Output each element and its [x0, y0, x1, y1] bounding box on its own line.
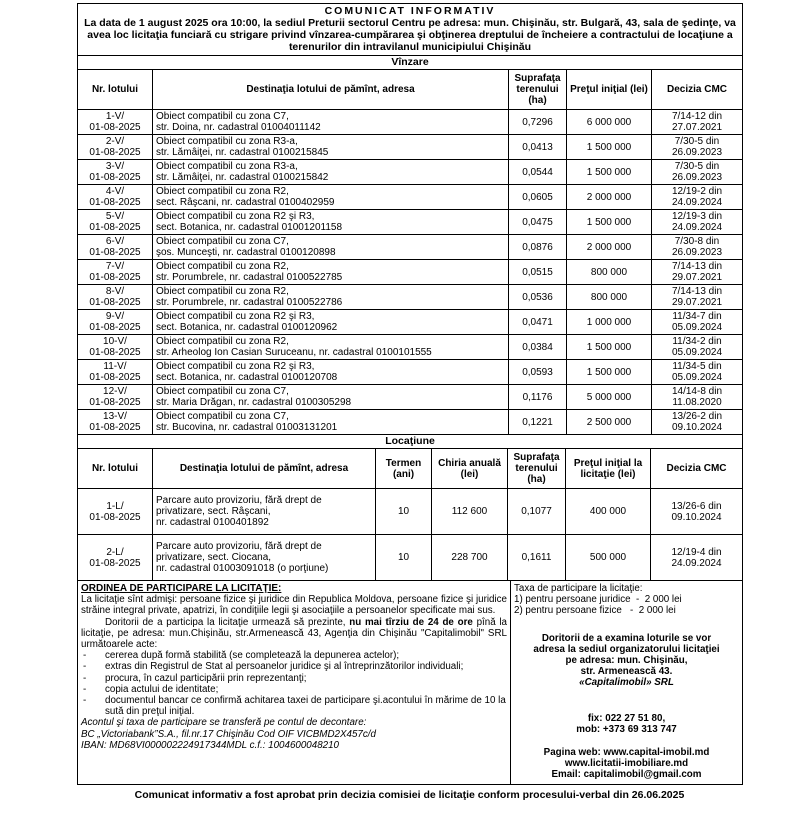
lot-area: 0,1611 — [508, 535, 566, 581]
fee-title: Taxa de participare la licitaţie: — [514, 583, 643, 594]
lot-area: 0,0413 — [509, 135, 567, 160]
lot-decision — [652, 360, 743, 385]
sale-row — [78, 335, 743, 360]
cell-line: 8-V/ — [105, 286, 125, 297]
cell-line: 12/19-4 din — [671, 546, 722, 558]
cell-line: 01-08-2025 — [89, 322, 141, 333]
sale-row — [78, 135, 743, 160]
account-line-1: Acontul şi taxa de participare se transferă pe contul de decontare: — [81, 717, 367, 729]
cell-line: 01-08-2025 — [89, 372, 141, 383]
cell-line: 3-V/ — [105, 161, 125, 172]
cell-line: 24.09.2024 — [671, 222, 723, 233]
col-price: Preţul iniţial (lei) — [567, 70, 652, 110]
lot-destination — [153, 135, 509, 160]
sale-table — [77, 3, 743, 435]
cell-line: 05.09.2024 — [671, 322, 723, 333]
required-documents-list — [81, 650, 507, 717]
lot-area: 0,0536 — [509, 285, 567, 310]
cell-line: 05.09.2024 — [671, 372, 723, 383]
col-nr: Nr. lotului — [78, 70, 153, 110]
cell-line: 24.09.2024 — [671, 197, 723, 208]
cell-line: 1-L/ — [106, 500, 124, 512]
lease-table — [77, 435, 743, 581]
order-title: ORDINEA DE PARTICIPARE LA LICITAŢIE: — [81, 583, 282, 594]
cell-line: 13-V/ — [103, 411, 127, 422]
required-document-item: - extras din Registrul de Stat al persoanelor juridice şi al întreprinzătorilor individuali; — [81, 661, 507, 672]
cell-line: 5-V/ — [105, 211, 125, 222]
lot-rent: 228 700 — [432, 535, 508, 581]
sale-section-title: Vînzare — [78, 56, 743, 70]
lot-number — [78, 489, 153, 535]
lot-destination — [153, 335, 509, 360]
lot-destination — [153, 310, 509, 335]
col-destination: Destinaţia lotului de pămînt, adresa — [153, 70, 509, 110]
lease-section-title: Locaţiune — [78, 435, 743, 449]
cell-line: Obiect compatibil cu zona C7, — [156, 111, 289, 122]
lot-decision — [652, 135, 743, 160]
cell-line: 01-08-2025 — [89, 422, 141, 433]
sale-row — [78, 410, 743, 435]
cell-line: 27.07.2021 — [671, 122, 723, 133]
lot-decision — [652, 310, 743, 335]
lot-destination — [153, 235, 509, 260]
cell-line: Parcare auto provizoriu, fără drept de — [156, 541, 322, 552]
cell-line: 7/14-13 din — [671, 286, 723, 297]
cell-line: privatizare, sect. Ciocana, — [156, 552, 272, 563]
cell-line: Obiect compatibil cu zona R2, — [156, 336, 289, 347]
lot-number — [78, 260, 153, 285]
lot-area: 0,0544 — [509, 160, 567, 185]
cell-line: 14/14-8 din — [671, 386, 723, 397]
cell-line: sect. Botanica, nr. cadastral 0100120962 — [156, 322, 338, 333]
lot-area: 0,1176 — [509, 385, 567, 410]
cell-line: Obiect compatibil cu zona R3-a, — [156, 136, 298, 147]
email-link[interactable]: Email: capitalimobil@gmail.com — [551, 769, 702, 781]
lot-number — [78, 135, 153, 160]
cell-line: 12-V/ — [103, 386, 127, 397]
cell-line: 01-08-2025 — [89, 557, 141, 569]
lot-decision — [652, 285, 743, 310]
lot-number — [78, 185, 153, 210]
cell-line: 11.08.2020 — [672, 397, 722, 408]
lot-destination — [153, 410, 509, 435]
cell-line: Obiect compatibil cu zona C7, — [156, 411, 289, 422]
contact-line-3: pe adresa: mun. Chişinău, — [565, 655, 688, 667]
cell-line: 11-V/ — [103, 361, 127, 372]
lot-number — [78, 535, 153, 581]
cell-line: 26.09.2023 — [671, 247, 723, 258]
lot-price: 1 000 000 — [567, 310, 652, 335]
cell-line: 11/34-7 din — [672, 311, 722, 322]
contact-line-4: str. Armenească 43. — [580, 666, 673, 678]
cell-line: str. Lămâiţei, nr. cadastral 0100215842 — [156, 172, 329, 183]
cell-line: 6-V/ — [105, 236, 125, 247]
cell-line: 11/34-2 din — [672, 336, 722, 347]
cell-line: 09.10.2024 — [671, 422, 723, 433]
cell-line: Obiect compatibil cu zona R2, — [156, 186, 289, 197]
lease-row — [78, 535, 743, 581]
sale-row — [78, 260, 743, 285]
cell-line: 4-V/ — [105, 186, 125, 197]
lot-decision — [652, 110, 743, 135]
lot-destination — [153, 285, 509, 310]
cell-line: 29.07.2021 — [671, 297, 723, 308]
participation-order — [78, 581, 511, 784]
lot-area: 0,0515 — [509, 260, 567, 285]
lot-area: 0,0384 — [509, 335, 567, 360]
lcol-price: Preţul iniţial la licitaţie (lei) — [566, 449, 651, 489]
cell-line: Obiect compatibil cu zona C7, — [156, 236, 289, 247]
lot-destination — [153, 385, 509, 410]
lot-number — [78, 360, 153, 385]
cell-line: 9-V/ — [105, 311, 125, 322]
sale-row — [78, 110, 743, 135]
lot-term: 10 — [376, 489, 432, 535]
cell-line: 12/19-2 din — [671, 186, 723, 197]
sale-row — [78, 285, 743, 310]
sale-row — [78, 160, 743, 185]
cell-line: 7/30-8 din — [674, 236, 720, 247]
lot-price: 1 500 000 — [567, 160, 652, 185]
lot-decision — [652, 185, 743, 210]
required-document-item: - documentul bancar ce confirmă achitarea taxei de participare şi.acontului în mărime de 10 la sută din preţul iniţial. — [81, 695, 507, 717]
lot-price: 500 000 — [566, 535, 651, 581]
lot-price: 800 000 — [567, 260, 652, 285]
lot-decision — [652, 260, 743, 285]
website-link-1[interactable]: Pagina web: www.capital-imobil.md — [543, 747, 710, 759]
cell-line: 7/30-5 din — [674, 161, 720, 172]
lot-decision — [652, 160, 743, 185]
lot-area: 0,0471 — [509, 310, 567, 335]
cell-line: 26.09.2023 — [671, 147, 723, 158]
lcol-term: Termen (ani) — [376, 449, 432, 489]
intro-text: La data de 1 august 2025 ora 10:00, la sediul Preturii sectorul Centru pe adresa: mun. Chişinău, str. Bulgară, 43, sala de şedinţe, va avea loc licitaţia funciară cu strigare privind vînzarea-cumpărarea şi obţinerea dreptului de încheiere a contractului de locaţiune a terenurilor din intravilanul municipiului Chişinău — [84, 17, 736, 53]
account-line-3: IBAN: MD68VI000002224917344MDL c.f.: 1004600048210 — [81, 739, 339, 751]
lot-decision — [652, 335, 743, 360]
cell-line: str. Bucovina, nr. cadastral 01003131201 — [156, 422, 338, 433]
fee-legal: 1) pentru persoane juridice - 2 000 lei — [514, 594, 682, 606]
cell-line: Obiect compatibil cu zona R2, — [156, 286, 289, 297]
lot-price: 2 000 000 — [567, 235, 652, 260]
cell-line: sect. Râşcani, nr. cadastral 0100402959 — [156, 197, 335, 208]
lot-rent: 112 600 — [432, 489, 508, 535]
required-document-item: - procura, în cazul participării prin reprezentanţi; — [81, 673, 507, 684]
cell-line: Obiect compatibil cu zona R2 şi R3, — [156, 211, 315, 222]
cell-line: 01-08-2025 — [89, 122, 141, 133]
cell-line: 24.09.2024 — [671, 557, 722, 569]
cell-line: str. Porumbrele, nr. cadastral 0100522786 — [156, 297, 343, 308]
cell-line: 01-08-2025 — [89, 272, 141, 283]
cell-line: 01-08-2025 — [89, 347, 141, 358]
lot-destination — [153, 535, 376, 581]
cell-line: 7/30-5 din — [674, 136, 720, 147]
cell-line: nr. cadastral 0100401892 — [156, 517, 269, 528]
phone-fix: fix: 022 27 51 80, — [587, 712, 666, 724]
cell-line: şos. Munceşti, nr. cadastral 0100120898 — [156, 247, 336, 258]
lot-price: 1 500 000 — [567, 135, 652, 160]
lot-decision — [651, 535, 743, 581]
cell-line: 13/26-6 din — [671, 500, 722, 512]
lot-decision — [652, 235, 743, 260]
cell-line: str. Lămâiţei, nr. cadastral 0100215845 — [156, 147, 329, 158]
cell-line: Obiect compatibil cu zona R2 şi R3, — [156, 361, 315, 372]
col-decision: Decizia CMC — [652, 70, 743, 110]
lot-decision — [652, 385, 743, 410]
lot-area: 0,0593 — [509, 360, 567, 385]
account-line-2: BC „Victoriabank”S.A., fil.nr.17 Chişinău Cod OIF VICBMD2X457c/d — [81, 728, 376, 740]
lot-destination — [153, 210, 509, 235]
cell-line: Obiect compatibil cu zona R2, — [156, 261, 289, 272]
contact-line-1: Doritorii de a examina loturile se vor — [541, 632, 712, 644]
lot-area: 0,7296 — [509, 110, 567, 135]
cell-line: 26.09.2023 — [671, 172, 723, 183]
cell-line: 01-08-2025 — [89, 147, 141, 158]
lease-row — [78, 489, 743, 535]
cell-line: 7/14-13 din — [671, 261, 723, 272]
sale-row — [78, 360, 743, 385]
order-paragraph-2: Doritorii de a participa la licitaţie urmează să prezinte, nu mai tîrziu de 24 de ore pînă la licitaţie, pe adresa: mun.Chişinău, str.Armenească 43, Agenţia din Chişinău "Capitalimobil" SRL următoarele acte: — [81, 616, 507, 651]
cell-line: 29.07.2021 — [671, 272, 723, 283]
col-area: Suprafaţa terenului (ha) — [509, 70, 567, 110]
website-link-2[interactable]: www.licitatii-imobiliare.md — [564, 758, 689, 770]
lot-number — [78, 160, 153, 185]
cell-line: 13/26-2 din — [671, 411, 723, 422]
cell-line: sect. Botanica, nr. cadastral 0100120708 — [156, 372, 338, 383]
cell-line: nr. cadastral 01003091018 (o porţiune) — [156, 563, 329, 574]
lot-price: 5 000 000 — [567, 385, 652, 410]
cell-line: 2-V/ — [105, 136, 125, 147]
cell-line: str. Doina, nr. cadastral 01004011142 — [156, 122, 321, 133]
lot-area: 0,1221 — [509, 410, 567, 435]
cell-line: Obiect compatibil cu zona R2 şi R3, — [156, 311, 315, 322]
cell-line: 2-L/ — [106, 546, 124, 558]
cell-line: 12/19-3 din — [671, 211, 723, 222]
sale-row — [78, 310, 743, 335]
lot-price: 2 500 000 — [567, 410, 652, 435]
required-document-item: - copia actului de identitate; — [81, 684, 507, 695]
cell-line: str. Porumbrele, nr. cadastral 0100522785 — [156, 272, 343, 283]
cell-line: str. Maria Drăgan, nr. cadastral 0100305298 — [156, 397, 352, 408]
lcol-rent: Chiria anuală (lei) — [432, 449, 508, 489]
lot-price: 1 500 000 — [567, 210, 652, 235]
lcol-decision: Decizia CMC — [651, 449, 743, 489]
cell-line: 7-V/ — [105, 261, 125, 272]
lot-number — [78, 385, 153, 410]
cell-line: 01-08-2025 — [89, 172, 141, 183]
lot-destination — [153, 489, 376, 535]
cell-line: 1-V/ — [105, 111, 125, 122]
lot-area: 0,1077 — [508, 489, 566, 535]
cell-line: str. Arheolog Ion Casian Suruceanu, nr. cadastral 0100101555 — [156, 347, 432, 358]
required-document-item: - cererea după formă stabilită (se completează la depunerea actelor); — [81, 650, 507, 661]
cell-line: privatizare, sect. Râşcani, — [156, 506, 271, 517]
lot-price: 6 000 000 — [567, 110, 652, 135]
lot-area: 0,0605 — [509, 185, 567, 210]
cell-line: 01-08-2025 — [89, 197, 141, 208]
cell-line: sect. Botanica, nr. cadastral 01001201158 — [156, 222, 343, 233]
lcol-area: Suprafaţa terenului (ha) — [508, 449, 566, 489]
cell-line: Parcare auto provizoriu, fără drept de — [156, 495, 322, 506]
lot-number — [78, 285, 153, 310]
sale-row — [78, 185, 743, 210]
cell-line: 05.09.2024 — [671, 347, 723, 358]
header — [78, 4, 743, 56]
lot-price: 400 000 — [566, 489, 651, 535]
lot-destination — [153, 110, 509, 135]
lot-term: 10 — [376, 535, 432, 581]
page-title: COMUNICAT INFORMATIV — [324, 5, 496, 17]
lot-area: 0,0876 — [509, 235, 567, 260]
sale-row — [78, 385, 743, 410]
lot-price: 1 500 000 — [567, 335, 652, 360]
lot-price: 1 500 000 — [567, 360, 652, 385]
fee-individual: 2) pentru persoane fizice - 2 000 lei — [514, 605, 676, 617]
cell-line: 01-08-2025 — [89, 247, 141, 258]
approval-footer: Comunicat informativ a fost aprobat prin decizia comisiei de licitaţie conform procesului-verbal din 26.06.2025 — [134, 788, 685, 801]
sale-row — [78, 210, 743, 235]
cell-line: Obiect compatibil cu zona C7, — [156, 386, 289, 397]
cell-line: Obiect compatibil cu zona R3-a, — [156, 161, 298, 172]
lcol-nr: Nr. lotului — [78, 449, 153, 489]
lot-area: 0,0475 — [509, 210, 567, 235]
lot-destination — [153, 260, 509, 285]
cell-line: 01-08-2025 — [89, 222, 141, 233]
cell-line: 01-08-2025 — [89, 511, 141, 523]
contact-info — [511, 581, 743, 784]
sale-row — [78, 235, 743, 260]
cell-line: 7/14-12 din — [671, 111, 723, 122]
announcement-document — [77, 3, 742, 801]
lot-destination — [153, 185, 509, 210]
bottom-section — [77, 581, 743, 785]
cell-line: 01-08-2025 — [89, 297, 141, 308]
lot-number — [78, 210, 153, 235]
cell-line: 09.10.2024 — [671, 511, 722, 523]
lot-number — [78, 410, 153, 435]
lot-destination — [153, 160, 509, 185]
lot-decision — [652, 410, 743, 435]
cell-line: 01-08-2025 — [89, 397, 141, 408]
lot-number — [78, 335, 153, 360]
lot-decision — [651, 489, 743, 535]
lot-decision — [652, 210, 743, 235]
phone-mobile: mob: +373 69 313 747 — [576, 723, 677, 735]
contact-line-2: adresa la sediul organizatorului licitaţiei — [533, 643, 720, 655]
lot-number — [78, 310, 153, 335]
cell-line: 11/34-5 din — [672, 361, 722, 372]
cell-line: 10-V/ — [103, 336, 127, 347]
lcol-destination: Destinaţia lotului de pămînt, adresa — [153, 449, 376, 489]
lot-number — [78, 110, 153, 135]
lot-price: 800 000 — [567, 285, 652, 310]
lot-number — [78, 235, 153, 260]
lot-price: 2 000 000 — [567, 185, 652, 210]
company-name: «Capitalimobil» SRL — [579, 677, 674, 689]
lot-destination — [153, 360, 509, 385]
order-paragraph-1: La licitaţie sînt admişi: persoane fizice şi juridice din Republica Moldova, persoane fizice şi juridice străine integral private, apatrizi, în condiţiile legii şi asociaţiile a persoanelor specificate mai sus. — [81, 594, 507, 617]
